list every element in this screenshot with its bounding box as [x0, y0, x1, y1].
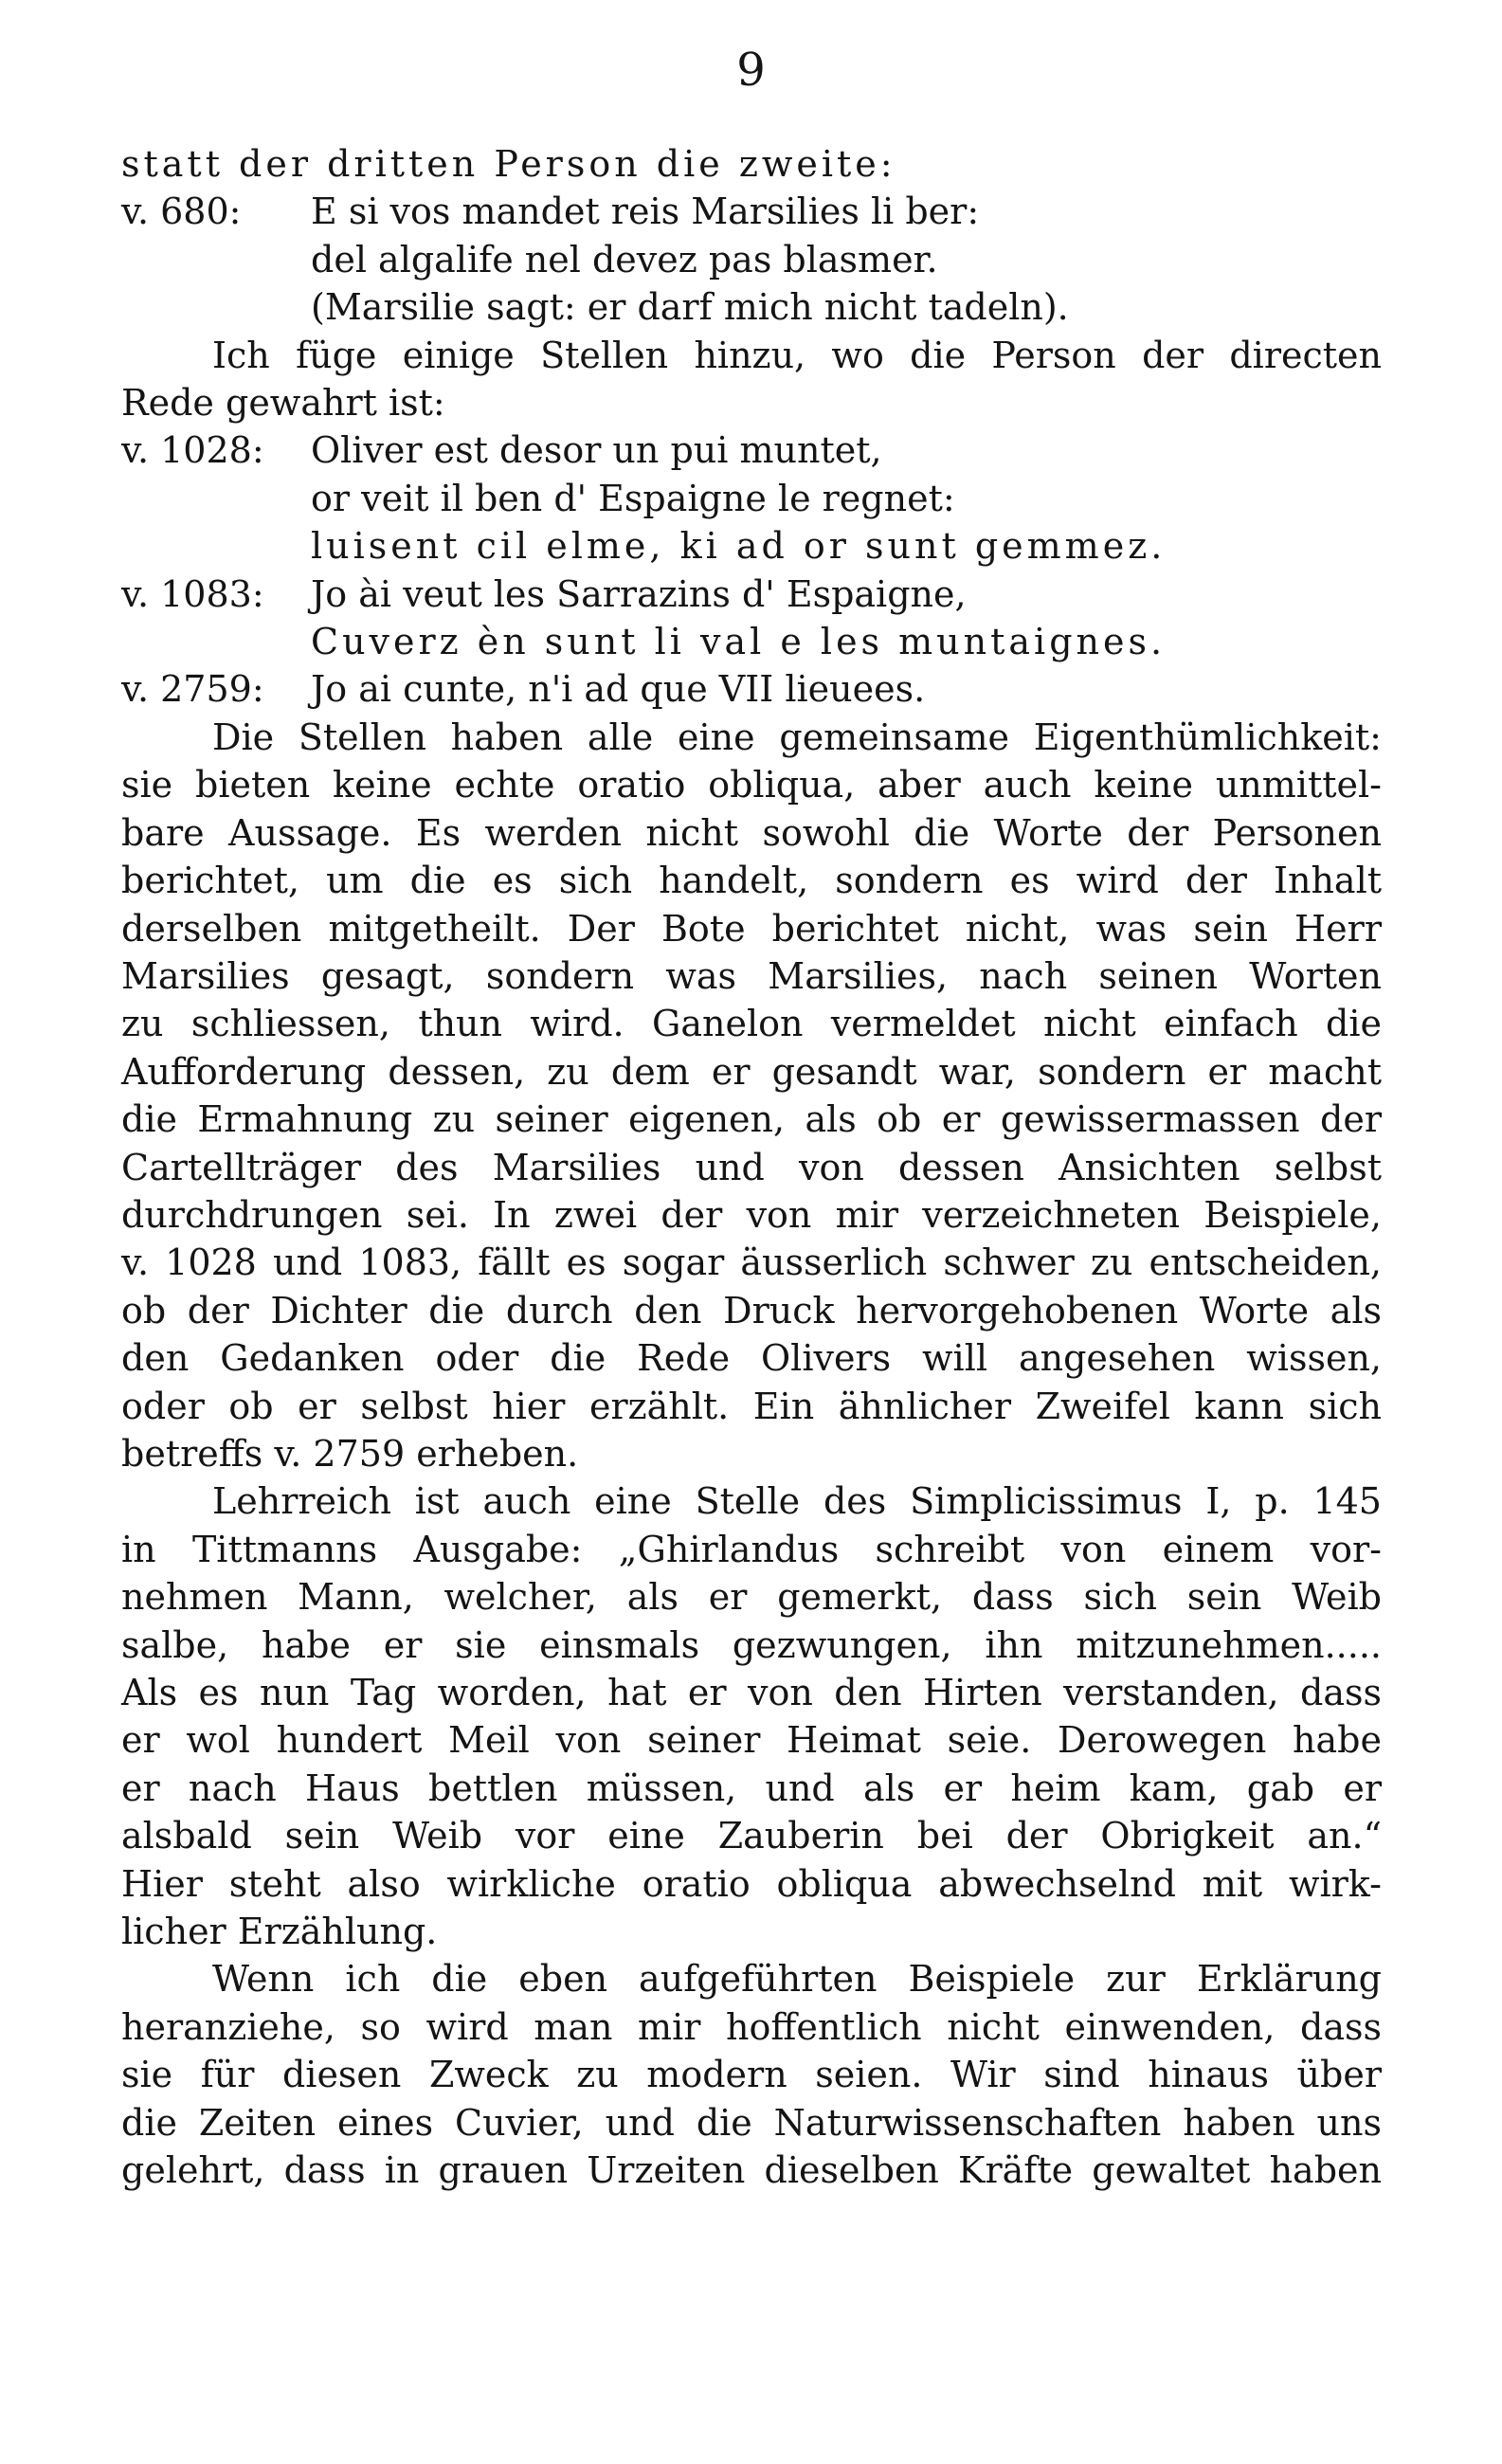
- text-line: licher Erzählung.: [121, 1911, 438, 1953]
- verse-gloss: (Marsilie sagt: er darf mich nicht tadeln).: [311, 286, 1069, 329]
- text-line: alsbald sein Weib vor eine Zauberin bei der Obrigkeit an.“: [121, 1815, 1382, 1857]
- text-line: Cartellträger des Marsilies und von dessen Ansichten selbst: [121, 1146, 1382, 1188]
- verse-line: or veit il ben d' Espaigne le regnet:: [311, 477, 955, 519]
- text-line: ob der Dichter die durch den Druck hervorgehobenen Worte als: [121, 1289, 1382, 1332]
- text-line: Lehrreich ist auch eine Stelle des Simplicissimus I, p. 145: [212, 1480, 1382, 1523]
- verse-text: Jo ài veut les Sarrazins d' Espaigne,: [311, 572, 967, 615]
- verse-label: v. 2759:: [121, 668, 264, 711]
- text-line: die Zeiten eines Cuvier, und die Naturwissenschaften haben uns: [121, 2101, 1382, 2144]
- verse-line: del algalife nel devez pas blasmer.: [311, 238, 938, 281]
- text-line: in Tittmanns Ausgabe: „Ghirlandus schreibt von einem vor-: [121, 1528, 1382, 1570]
- text-line: Rede gewahrt ist:: [121, 382, 445, 425]
- verse-citation-2759: [121, 665, 1382, 713]
- verse-label: v. 1028:: [121, 429, 264, 472]
- verse-text: Oliver est desor un pui muntet,: [311, 429, 882, 472]
- text-line: die Ermahnung zu seiner eigenen, als ob er gewissermassen der: [121, 1098, 1382, 1141]
- text-line: Ich füge einige Stellen hinzu, wo die Person der directen: [212, 334, 1382, 376]
- text-line: durchdrungen sei. In zwei der von mir verzeichneten Beispiele,: [121, 1193, 1382, 1236]
- verse-line-emphasized: Cuverz èn sunt li val e les muntaignes.: [311, 621, 1167, 663]
- text-line: Wenn ich die eben aufgeführten Beispiele zur Erklärung: [212, 1958, 1382, 2001]
- text-line: v. 1028 und 1083, fällt es sogar äusserlich schwer zu entscheiden,: [121, 1241, 1382, 1284]
- verse-text: E si vos mandet reis Marsilies li ber:: [311, 190, 980, 233]
- verse-citation-1083: [121, 571, 1382, 618]
- body-text: [121, 140, 1382, 2194]
- verse-text: Jo ai cunte, n'i ad que VII lieuees.: [311, 668, 926, 711]
- text-line: Die Stellen haben alle eine gemeinsame Eigenthümlichkeit:: [212, 716, 1382, 758]
- verse-line-emphasized: luisent cil elme, ki ad or sunt gemmez.: [311, 525, 1167, 568]
- verse-citation-1028: [121, 426, 1382, 474]
- text-line: sie für diesen Zweck zu modern seien. Wir sind hinaus über: [121, 2054, 1382, 2096]
- page-number: 9: [736, 44, 766, 97]
- text-line: Hier steht also wirkliche oratio obliqua abwechselnd mit wirk-: [121, 1862, 1382, 1905]
- verse-label: v. 680:: [121, 190, 242, 233]
- text-line: Marsilies gesagt, sondern was Marsilies, nach seinen Worten: [121, 954, 1382, 997]
- text-line: Aufforderung dessen, zu dem er gesandt war, sondern er macht: [121, 1050, 1382, 1093]
- verse-label: v. 1083:: [121, 572, 264, 615]
- text-line: derselben mitgetheilt. Der Bote berichtet nicht, was sein Herr: [121, 907, 1382, 950]
- text-line: gelehrt, dass in grauen Urzeiten dieselben Kräfte gewaltet haben: [121, 2149, 1382, 2192]
- text-line: er wol hundert Meil von seiner Heimat seie. Derowegen habe: [121, 1719, 1382, 1762]
- text-line: den Gedanken oder die Rede Olivers will angesehen wissen,: [121, 1337, 1382, 1380]
- text-line: heranziehe, so wird man mir hoffentlich nicht einwenden, dass: [121, 2005, 1382, 2048]
- text-line: zu schliessen, thun wird. Ganelon vermeldet nicht einfach die: [121, 1003, 1382, 1045]
- text-line: nehmen Mann, welcher, als er gemerkt, dass sich sein Weib: [121, 1576, 1382, 1619]
- text-line: salbe, habe er sie einsmals gezwungen, ihn mitzunehmen.....: [121, 1623, 1382, 1666]
- text-line: berichtet, um die es sich handelt, sondern es wird der Inhalt: [121, 860, 1382, 902]
- text-line: sie bieten keine echte oratio obliqua, aber auch keine unmittel-: [121, 764, 1382, 806]
- text-line: bare Aussage. Es werden nicht sowohl die Worte der Personen: [121, 811, 1382, 854]
- text-line: statt der dritten Person die zweite:: [121, 143, 896, 185]
- text-line: oder ob er selbst hier erzählt. Ein ähnlicher Zweifel kann sich: [121, 1385, 1382, 1427]
- text-line: Als es nun Tag worden, hat er von den Hirten verstanden, dass: [121, 1672, 1382, 1713]
- text-line: betreffs v. 2759 erheben.: [121, 1432, 579, 1475]
- verse-citation-680: [121, 188, 1382, 235]
- text-line: er nach Haus bettlen müssen, und als er heim kam, gab er: [121, 1766, 1382, 1809]
